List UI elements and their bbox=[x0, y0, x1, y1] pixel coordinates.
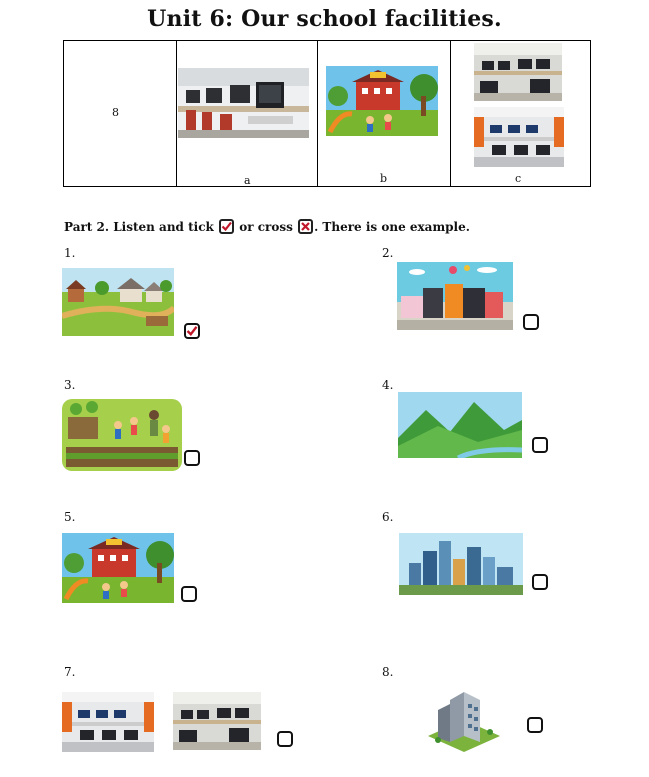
school-playground-image bbox=[62, 533, 174, 603]
answer-checkbox[interactable] bbox=[532, 574, 548, 590]
computer-room-image-c2 bbox=[474, 107, 564, 167]
computer-lab-image-a bbox=[178, 68, 309, 138]
answer-checkbox[interactable] bbox=[532, 437, 548, 453]
item-number: 4. bbox=[382, 378, 394, 392]
computer-room-image-2 bbox=[173, 692, 261, 750]
answer-cell-text: 8 bbox=[112, 106, 119, 119]
item-number: 2. bbox=[382, 246, 394, 260]
answer-checkbox[interactable] bbox=[184, 450, 200, 466]
school-playground-image-b bbox=[326, 66, 438, 136]
countryside-image bbox=[62, 268, 174, 336]
answer-checkbox[interactable] bbox=[184, 323, 200, 339]
school-garden-image bbox=[62, 399, 182, 471]
answer-checkbox[interactable] bbox=[527, 717, 543, 733]
item-number: 5. bbox=[64, 510, 76, 524]
tick-icon bbox=[219, 219, 234, 234]
mountains-image bbox=[398, 392, 522, 458]
item-number: 8. bbox=[382, 665, 394, 679]
instruction-text-cross: or cross bbox=[239, 220, 293, 234]
item-number: 1. bbox=[64, 246, 76, 260]
building-image bbox=[420, 680, 506, 754]
item-number: 6. bbox=[382, 510, 394, 524]
instruction-text-tick: Part 2. Listen and tick bbox=[64, 220, 214, 234]
table-divider bbox=[176, 41, 177, 186]
item-number: 7. bbox=[64, 665, 76, 679]
label-b: b bbox=[380, 172, 388, 185]
computer-room-image-1 bbox=[62, 692, 154, 752]
picture-table bbox=[63, 40, 591, 187]
part2-instruction bbox=[64, 219, 470, 234]
computer-room-image-c1 bbox=[474, 43, 562, 101]
cross-icon bbox=[298, 219, 313, 234]
answer-checkbox[interactable] bbox=[523, 314, 539, 330]
answer-checkbox[interactable] bbox=[181, 586, 197, 602]
label-a: a bbox=[244, 174, 251, 187]
item-number: 3. bbox=[64, 378, 76, 392]
label-c: c bbox=[515, 172, 522, 185]
city-image bbox=[399, 533, 523, 595]
answer-checkbox[interactable] bbox=[277, 731, 293, 747]
town-image bbox=[397, 262, 513, 330]
table-divider bbox=[317, 41, 318, 186]
page-title: Unit 6: Our school facilities. bbox=[147, 6, 502, 32]
instruction-text-example: . There is one example. bbox=[314, 220, 470, 234]
table-divider bbox=[450, 41, 451, 186]
